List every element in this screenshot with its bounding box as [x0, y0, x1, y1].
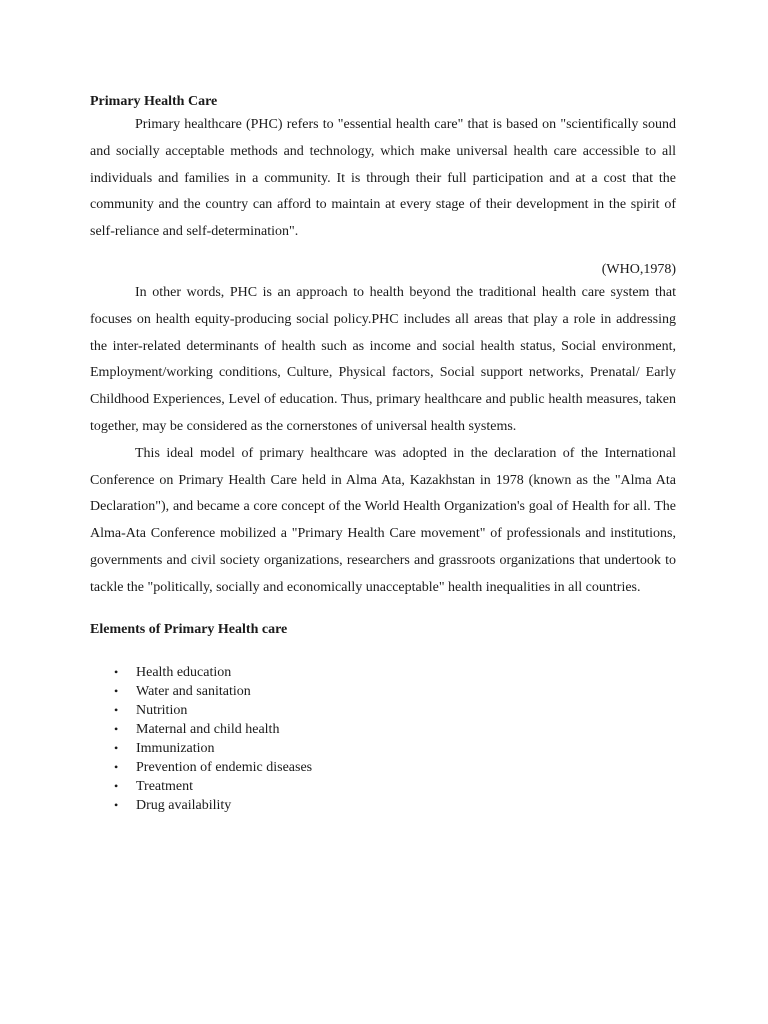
- list-item-text: Prevention of endemic diseases: [136, 760, 313, 776]
- bullet-icon: •: [114, 702, 119, 717]
- list-item: [90, 682, 676, 701]
- bullet-icon: •: [114, 664, 119, 679]
- list-item: [90, 720, 676, 739]
- bullet-icon: •: [114, 760, 119, 775]
- list-item-text: Immunization: [136, 740, 215, 756]
- bullet-icon: •: [114, 683, 119, 698]
- list-item: [90, 663, 676, 682]
- list-item-text: Health education: [136, 664, 232, 680]
- list-item: [90, 739, 676, 758]
- document-title: Primary Health Care: [90, 94, 218, 109]
- section-heading-elements: Elements of Primary Health care: [90, 621, 288, 637]
- list-item-text: Treatment: [136, 779, 194, 795]
- paragraph-approach: In other words, PHC is an approach to health beyond the traditional health care system that focuses on health equity-producing social policy.PHC includes all areas that play a role in addressing the inter-related determinants of health such as income and social health status, Social environment, Employment/working conditions, Culture, Physical factors, Social support networks, Prenatal/ Early Childhood Experiences, Level of education. Thus, primary healthcare and public health measures, taken together, may be considered as the cornerstones of universal health systems.: [90, 284, 676, 434]
- list-item-text: Water and sanitation: [136, 683, 251, 699]
- list-item-text: Maternal and child health: [136, 721, 280, 737]
- paragraph-definition: Primary healthcare (PHC) refers to "essential health care" that is based on "scientifically sound and socially acceptable methods and technology, which make universal health care accessible to all individuals and families in a community. It is through their full participation and at a cost that the community and the country can afford to maintain at every stage of their development in the spirit of self-reliance and self-determination".: [90, 117, 676, 240]
- list-item: [90, 758, 676, 777]
- bullet-icon: •: [114, 779, 119, 794]
- citation: (WHO,1978): [601, 261, 676, 277]
- list-item-text: Drug availability: [136, 798, 232, 814]
- bullet-icon: •: [114, 798, 119, 813]
- list-item: [90, 796, 676, 815]
- list-item-text: Nutrition: [136, 702, 188, 718]
- document-content: [90, 92, 676, 815]
- list-item: [90, 777, 676, 796]
- bullet-icon: •: [114, 721, 119, 736]
- list-item: [90, 701, 676, 720]
- bullet-icon: •: [114, 740, 119, 755]
- elements-list: [90, 663, 676, 816]
- paragraph-alma-ata: This ideal model of primary healthcare was adopted in the declaration of the International Conference on Primary Health Care held in Alma Ata, Kazakhstan in 1978 (known as the "Alma Ata Declaration"), and became a core concept of the World Health Organization's goal of Health for all. The Alma-Ata Conference mobilized a "Primary Health Care movement" of professionals and institutions, governments and civil society organizations, researchers and grassroots organizations that undertook to tackle the "politically, socially and economically unacceptable" health inequalities in all countries.: [90, 445, 676, 595]
